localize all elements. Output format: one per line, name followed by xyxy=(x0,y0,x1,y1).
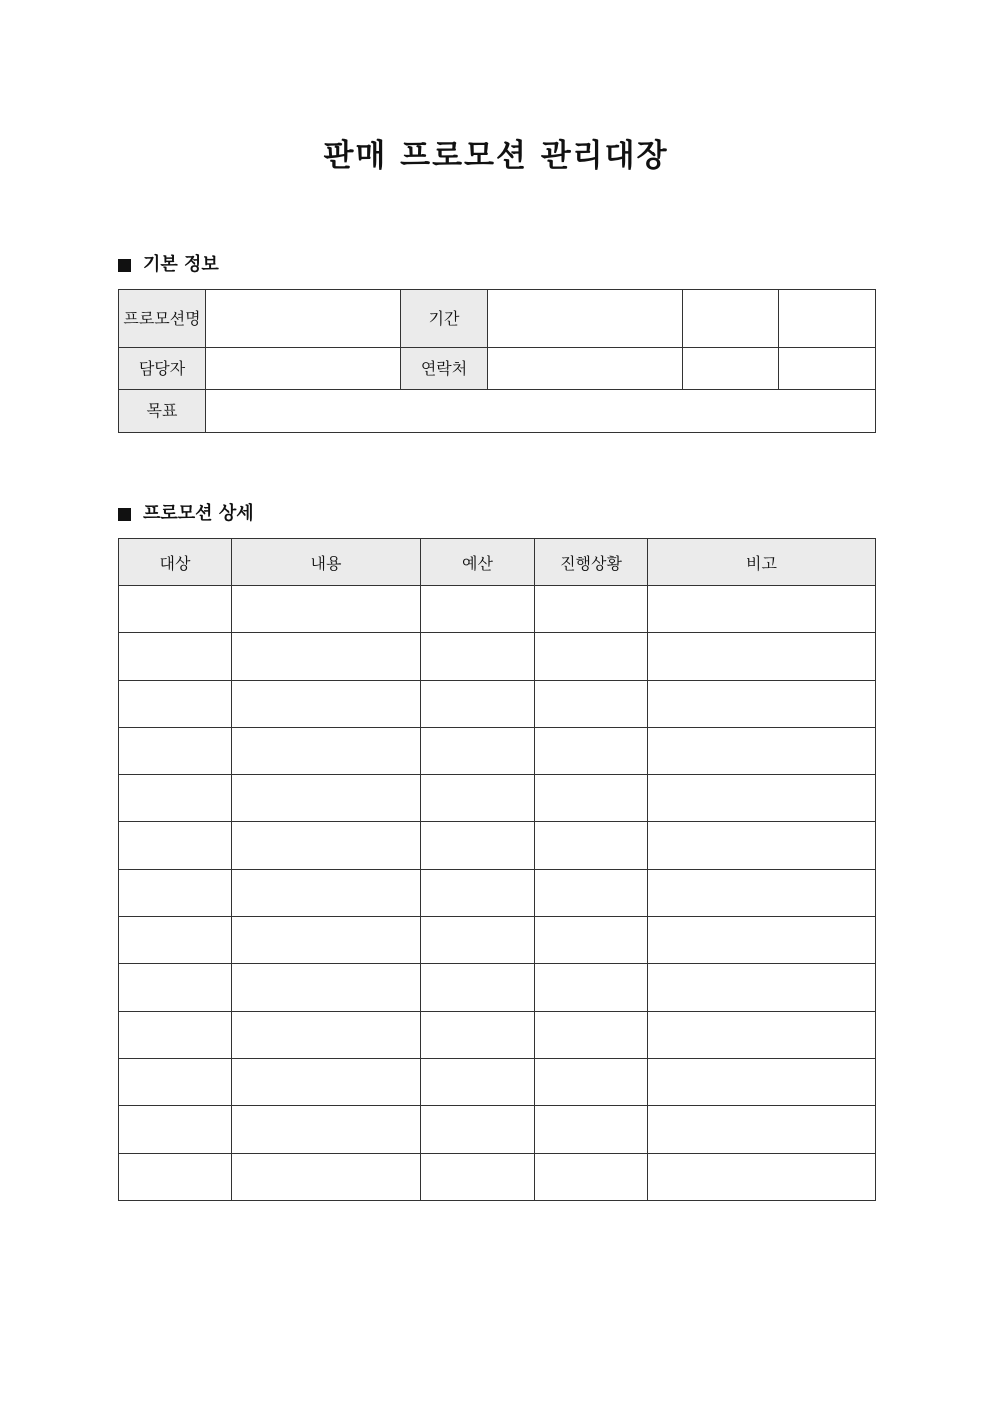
column-header-progress: 진행상황 xyxy=(535,539,648,586)
table-cell[interactable] xyxy=(232,1011,421,1058)
table-cell[interactable] xyxy=(421,633,535,680)
table-cell[interactable] xyxy=(421,822,535,869)
table-cell[interactable] xyxy=(232,1153,421,1200)
table-cell[interactable] xyxy=(119,727,232,774)
table-cell[interactable] xyxy=(535,869,648,916)
promotion-detail-table xyxy=(118,538,876,1201)
table-cell[interactable] xyxy=(648,1011,876,1058)
column-header-target: 대상 xyxy=(119,539,232,586)
table-cell[interactable] xyxy=(648,1106,876,1153)
contact-field[interactable] xyxy=(488,348,683,390)
table-cell[interactable] xyxy=(648,633,876,680)
table-cell[interactable] xyxy=(421,964,535,1011)
table-cell[interactable] xyxy=(535,822,648,869)
table-cell[interactable] xyxy=(421,869,535,916)
square-bullet-icon xyxy=(118,259,131,272)
table-cell[interactable] xyxy=(232,775,421,822)
table-cell[interactable] xyxy=(535,633,648,680)
table-cell[interactable] xyxy=(119,917,232,964)
table-cell[interactable] xyxy=(232,680,421,727)
table-cell[interactable] xyxy=(119,869,232,916)
table-cell[interactable] xyxy=(119,822,232,869)
table-cell[interactable] xyxy=(232,586,421,633)
table-cell[interactable] xyxy=(421,1106,535,1153)
table-cell[interactable] xyxy=(648,775,876,822)
table-cell[interactable] xyxy=(648,727,876,774)
table-row xyxy=(119,1106,876,1153)
table-cell[interactable] xyxy=(119,633,232,680)
table-row xyxy=(119,917,876,964)
table-cell[interactable] xyxy=(119,964,232,1011)
column-header-budget: 예산 xyxy=(421,539,535,586)
table-row xyxy=(119,586,876,633)
detail-table-body xyxy=(119,586,876,1201)
basic-info-table xyxy=(118,289,876,433)
table-cell[interactable] xyxy=(535,775,648,822)
table-cell[interactable] xyxy=(232,727,421,774)
goal-label: 목표 xyxy=(119,390,206,433)
table-cell[interactable] xyxy=(119,1011,232,1058)
period-label: 기간 xyxy=(401,290,488,348)
goal-field[interactable] xyxy=(206,390,876,433)
table-row xyxy=(119,775,876,822)
section-heading-label: 프로모션 상세 xyxy=(143,503,254,524)
table-cell[interactable] xyxy=(232,1106,421,1153)
table-cell[interactable] xyxy=(648,917,876,964)
table-cell[interactable] xyxy=(648,1153,876,1200)
table-cell[interactable] xyxy=(648,822,876,869)
table-row xyxy=(119,633,876,680)
table-cell[interactable] xyxy=(535,964,648,1011)
section-heading-promotion-detail xyxy=(118,502,254,526)
column-header-content: 내용 xyxy=(232,539,421,586)
manager-label: 담당자 xyxy=(119,348,206,390)
blank-cell[interactable] xyxy=(779,290,876,348)
table-cell[interactable] xyxy=(119,775,232,822)
table-cell[interactable] xyxy=(232,1058,421,1105)
table-cell[interactable] xyxy=(421,680,535,727)
table-row xyxy=(119,1058,876,1105)
manager-field[interactable] xyxy=(206,348,401,390)
table-cell[interactable] xyxy=(648,1058,876,1105)
table-cell[interactable] xyxy=(421,727,535,774)
table-cell[interactable] xyxy=(648,869,876,916)
table-cell[interactable] xyxy=(119,586,232,633)
promotion-name-field[interactable] xyxy=(206,290,401,348)
table-cell[interactable] xyxy=(232,633,421,680)
table-cell[interactable] xyxy=(421,1153,535,1200)
square-bullet-icon xyxy=(118,508,131,521)
blank-cell[interactable] xyxy=(779,348,876,390)
table-row xyxy=(119,1153,876,1200)
table-cell[interactable] xyxy=(119,1153,232,1200)
period-field[interactable] xyxy=(488,290,683,348)
table-row xyxy=(119,727,876,774)
table-cell[interactable] xyxy=(232,869,421,916)
contact-label: 연락처 xyxy=(401,348,488,390)
table-cell[interactable] xyxy=(232,917,421,964)
table-cell[interactable] xyxy=(535,1011,648,1058)
table-cell[interactable] xyxy=(535,917,648,964)
section-heading-label: 기본 정보 xyxy=(143,254,219,275)
table-cell[interactable] xyxy=(421,586,535,633)
table-cell[interactable] xyxy=(535,727,648,774)
table-row xyxy=(119,869,876,916)
table-cell[interactable] xyxy=(119,1058,232,1105)
table-cell[interactable] xyxy=(421,775,535,822)
table-cell[interactable] xyxy=(421,1011,535,1058)
table-cell[interactable] xyxy=(535,1058,648,1105)
table-cell[interactable] xyxy=(535,1153,648,1200)
table-cell[interactable] xyxy=(421,917,535,964)
table-cell[interactable] xyxy=(232,964,421,1011)
table-row xyxy=(119,822,876,869)
blank-cell[interactable] xyxy=(683,348,779,390)
table-cell[interactable] xyxy=(535,1106,648,1153)
table-cell[interactable] xyxy=(535,586,648,633)
table-cell[interactable] xyxy=(421,1058,535,1105)
table-cell[interactable] xyxy=(232,822,421,869)
table-cell[interactable] xyxy=(648,964,876,1011)
column-header-remarks: 비고 xyxy=(648,539,876,586)
table-cell[interactable] xyxy=(535,680,648,727)
table-row xyxy=(119,1011,876,1058)
promotion-name-label: 프로모션명 xyxy=(119,290,206,348)
table-cell[interactable] xyxy=(119,1106,232,1153)
table-cell[interactable] xyxy=(648,586,876,633)
page-title: 판매 프로모션 관리대장 xyxy=(323,138,669,174)
table-row xyxy=(119,964,876,1011)
table-cell[interactable] xyxy=(648,680,876,727)
table-row xyxy=(119,680,876,727)
blank-cell[interactable] xyxy=(683,290,779,348)
section-heading-basic-info xyxy=(118,253,219,277)
table-cell[interactable] xyxy=(119,680,232,727)
